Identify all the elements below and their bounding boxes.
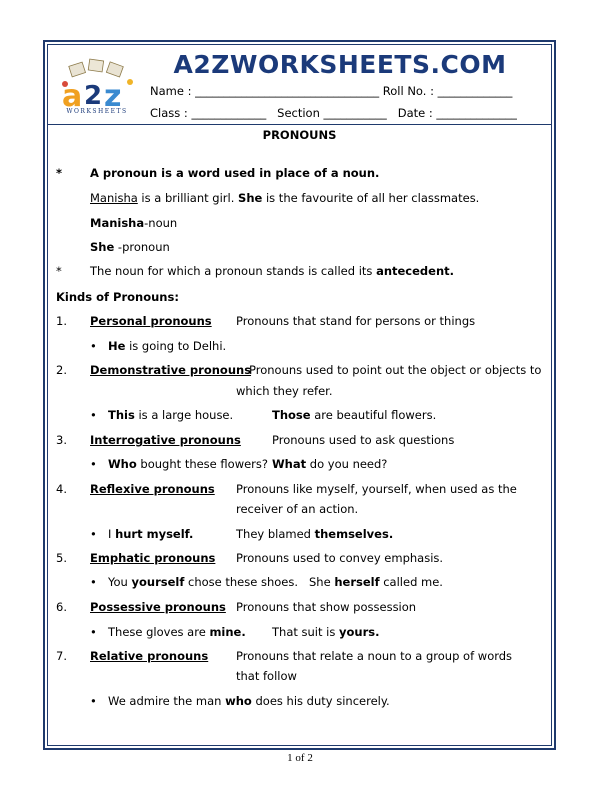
example-sentence — [108, 408, 233, 422]
example-text: is going to Delhi. — [125, 339, 227, 353]
bullet-icon: • — [90, 694, 97, 708]
example-text: These gloves are — [108, 625, 210, 639]
kind-description: Pronouns that show possession — [236, 600, 417, 614]
pronoun-definition: A pronoun is a word used in place of a noun. — [90, 166, 380, 180]
example-bold: He — [108, 339, 126, 353]
header-divider — [47, 124, 552, 125]
example-bold: hurt myself. — [115, 527, 194, 541]
example-text: They blamed — [236, 527, 315, 541]
example-bold: yourself — [131, 575, 185, 589]
antecedent-line — [90, 264, 454, 278]
example-text: is a large house. — [134, 408, 234, 422]
kind-description-cont: that follow — [236, 669, 297, 683]
example-sentence — [272, 457, 387, 471]
example-sentence — [108, 339, 226, 353]
kind-number: 4. — [56, 482, 67, 496]
example-text: do you need? — [306, 457, 388, 471]
kinds-heading: Kinds of Pronouns: — [56, 290, 179, 304]
antecedent-word: antecedent. — [376, 264, 455, 278]
page-number: 1 of 2 — [287, 752, 313, 764]
example-sentence — [309, 575, 443, 589]
noun-word: Manisha — [90, 216, 145, 230]
site-title: A2ZWORKSHEETS.COM — [173, 50, 507, 79]
example-bold: What — [272, 457, 307, 471]
example-sentence — [272, 408, 436, 422]
example-text: called me. — [379, 575, 443, 589]
kind-name: Possessive pronouns — [90, 600, 226, 614]
logo-graphic-icon — [56, 58, 138, 110]
kind-name: Reflexive pronouns — [90, 482, 215, 496]
kind-description-cont: which they refer. — [236, 384, 333, 398]
example-text: I — [108, 527, 116, 541]
example-text: chose these shoes. — [184, 575, 299, 589]
bullet-icon: • — [90, 339, 97, 353]
example-bold: yours. — [339, 625, 380, 639]
example-pronoun: She — [238, 191, 263, 205]
svg-text:2: 2 — [84, 81, 103, 110]
example-bold: mine. — [209, 625, 246, 639]
star-marker: * — [56, 264, 62, 278]
example-sentence — [108, 527, 193, 541]
kind-number: 3. — [56, 433, 67, 447]
pronoun-word: She — [90, 240, 115, 254]
example-sentence — [108, 694, 390, 708]
name-rollno-field[interactable]: Name : ________________________________ Roll No. : _____________ — [150, 84, 513, 98]
example-bold: herself — [334, 575, 380, 589]
example-text: bought these flowers? — [136, 457, 268, 471]
noun-line — [90, 216, 177, 230]
example-text: is the favourite of all her classmates. — [262, 191, 480, 205]
example-bold: themselves. — [314, 527, 394, 541]
bullet-icon: • — [90, 575, 97, 589]
kind-description: Pronouns that relate a noun to a group of words — [236, 649, 513, 663]
kind-description-cont: receiver of an action. — [236, 502, 359, 516]
noun-label: -noun — [144, 216, 178, 230]
kind-description: Pronouns used to point out the object or objects to — [249, 363, 542, 377]
example-text: does his duty sincerely. — [251, 694, 390, 708]
example-bold: who — [225, 694, 252, 708]
example-text: She — [309, 575, 335, 589]
example-noun: Manisha — [90, 191, 138, 205]
example-bold: Those — [272, 408, 311, 422]
kind-number: 5. — [56, 551, 67, 565]
example-bold: Who — [108, 457, 137, 471]
bullet-icon: • — [90, 527, 97, 541]
example-sentence — [90, 191, 479, 205]
class-section-date-field[interactable]: Class : _____________ Section ___________ Date : ______________ — [150, 106, 517, 120]
antecedent-text: The noun for which a pronoun stands is called its — [90, 264, 377, 278]
kind-description: Pronouns used to convey emphasis. — [236, 551, 444, 565]
kind-description: Pronouns like myself, yourself, when used as the — [236, 482, 517, 496]
bullet-icon: • — [90, 457, 97, 471]
kind-number: 6. — [56, 600, 67, 614]
example-sentence — [108, 625, 246, 639]
a2z-logo — [56, 58, 138, 120]
svg-text:z: z — [104, 79, 122, 110]
bullet-icon: • — [90, 408, 97, 422]
kind-name: Demonstrative pronouns — [90, 363, 252, 377]
example-sentence — [108, 575, 298, 589]
svg-text:a: a — [62, 79, 83, 110]
example-bold: This — [108, 408, 135, 422]
logo-tagline: WORKSHEETS — [66, 108, 128, 115]
example-text: That suit is — [272, 625, 340, 639]
example-sentence — [108, 457, 268, 471]
example-sentence — [236, 527, 393, 541]
kind-name: Personal pronouns — [90, 314, 212, 328]
example-text: We admire the man — [108, 694, 226, 708]
kind-number: 1. — [56, 314, 67, 328]
kind-name: Emphatic pronouns — [90, 551, 216, 565]
kind-description: Pronouns used to ask questions — [272, 433, 455, 447]
example-text: is a brilliant girl. — [137, 191, 239, 205]
example-text: are beautiful flowers. — [310, 408, 437, 422]
example-text: You — [108, 575, 132, 589]
kind-name: Relative pronouns — [90, 649, 209, 663]
pronoun-line — [90, 240, 170, 254]
page-title: PRONOUNS — [262, 128, 337, 142]
pronoun-label: -pronoun — [114, 240, 170, 254]
kind-description: Pronouns that stand for persons or things — [236, 314, 476, 328]
bullet-icon: • — [90, 625, 97, 639]
kind-number: 7. — [56, 649, 67, 663]
star-marker: * — [56, 166, 63, 180]
kind-name: Interrogative pronouns — [90, 433, 241, 447]
example-sentence — [272, 625, 380, 639]
kind-number: 2. — [56, 363, 67, 377]
